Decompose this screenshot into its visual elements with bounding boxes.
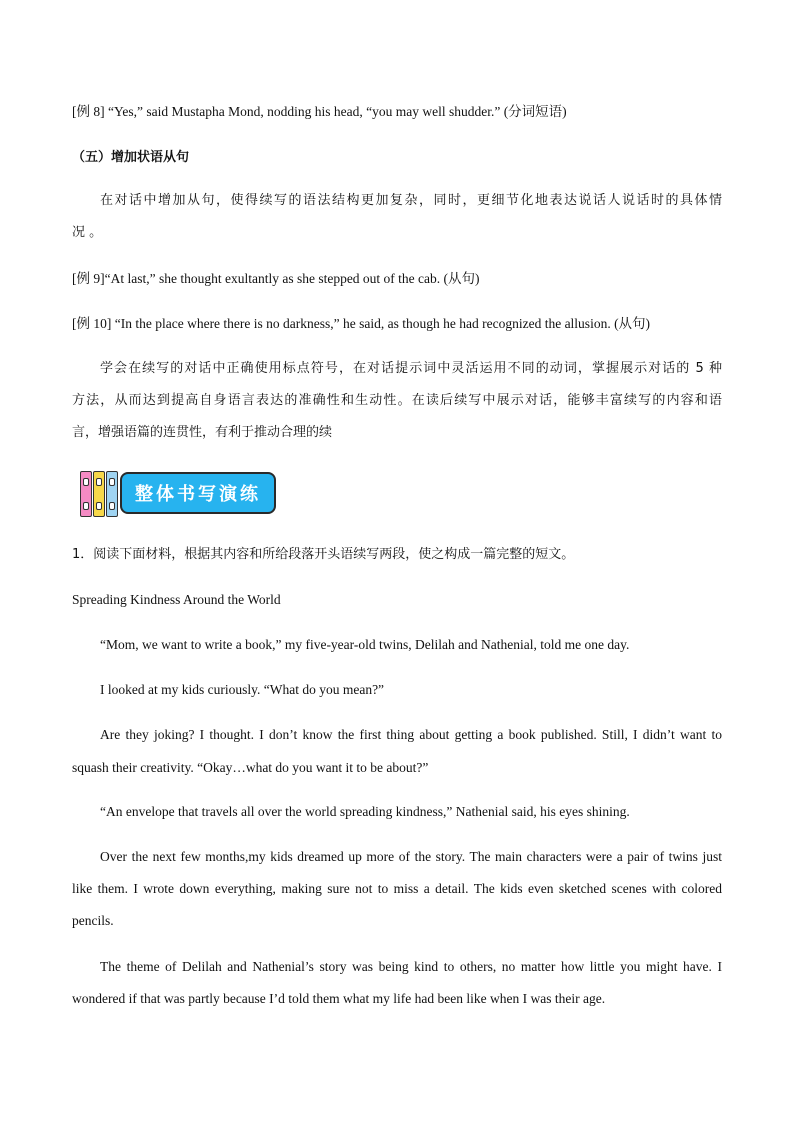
paragraph-line: 方法，从而达到提高自身语言表达的准确性和生动性。在读后续写中展示对话，能够丰富续写的内容和语: [72, 393, 722, 408]
story-line: squash their creativity. “Okay…what do you want it to be about?”: [72, 760, 429, 775]
paragraph-line: 况 。: [72, 225, 103, 240]
story-title: Spreading Kindness Around the World: [72, 592, 281, 607]
binder-icon: [106, 471, 118, 517]
paragraph-line: 言，增强语篇的连贯性，有利于推动合理的续: [72, 425, 333, 440]
story-line: Are they joking? I thought. I don’t know the first thing about getting a book published. Still, I didn’t want to: [100, 727, 722, 742]
question-instruction: 1．阅读下面材料，根据其内容和所给段落开头语续写两段，使之构成一篇完整的短文。: [72, 547, 575, 562]
example-8: [例 8] “Yes,” said Mustapha Mond, nodding his head, “you may well shudder.” (分词短语): [72, 104, 567, 119]
example-10: [例 10] “In the place where there is no darkness,” he said, as though he had recognized the allusion. (从句): [72, 316, 651, 331]
story-line: I looked at my kids curiously. “What do you mean?”: [100, 682, 385, 697]
binder-icon: [93, 471, 105, 517]
section-banner: [78, 469, 280, 519]
story-line: The theme of Delilah and Nathenial’s story was being kind to others, no matter how little you might have. I: [100, 959, 722, 974]
story-line: pencils.: [72, 913, 114, 928]
story-line: Over the next few months,my kids dreamed up more of the story. The main characters were a pair of twins just: [100, 849, 722, 864]
example-9: [例 9]“At last,” she thought exultantly as she stepped out of the cab. (从句): [72, 271, 480, 286]
banner-box: [120, 472, 276, 514]
story-line: “Mom, we want to write a book,” my five-year-old twins, Delilah and Nathenial, told me one day.: [100, 637, 630, 652]
story-line: like them. I wrote down everything, making sure not to miss a detail. The kids even sketched scenes with colored: [72, 881, 722, 896]
story-line: wondered if that was partly because I’d told them what my life had been like when I was their age.: [72, 991, 606, 1006]
banner-title: 整体书写演练: [135, 484, 261, 505]
story-line: “An envelope that travels all over the world spreading kindness,” Nathenial said, his eyes shining.: [100, 804, 630, 819]
paragraph-line: 在对话中增加从句，使得续写的语法结构更加复杂，同时，更细节化地表达说话人说话时的具体情: [100, 193, 722, 208]
paragraph-line: 学会在续写的对话中正确使用标点符号，在对话提示词中灵活运用不同的动词，掌握展示对话的 5 种: [100, 361, 722, 376]
binder-icon: [80, 471, 92, 517]
section-heading: （五）增加状语从句: [72, 150, 190, 165]
